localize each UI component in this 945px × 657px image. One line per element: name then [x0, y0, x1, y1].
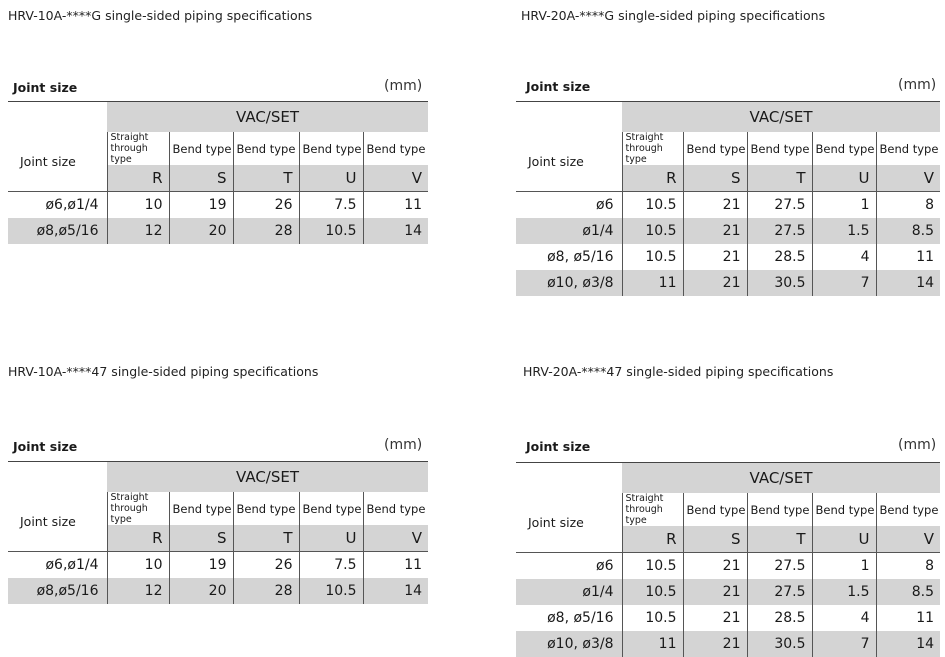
table-header-row [8, 462, 428, 493]
letter-u: U [299, 525, 363, 552]
letter-r: R [107, 165, 169, 192]
spec-panel-hrv20a-47 [516, 364, 940, 654]
letter-v: V [876, 526, 940, 553]
table-row [8, 218, 428, 244]
joint-size-header: Joint size [8, 492, 107, 552]
value-v: 8 [876, 192, 940, 219]
subheader-straight: Straight through type [107, 492, 169, 525]
value-u: 7.5 [299, 552, 363, 579]
value-s: 21 [683, 553, 747, 580]
value-r: 10 [107, 552, 169, 579]
subheader-bend: Bend type [169, 132, 233, 165]
subheader-bend: Bend type [876, 132, 940, 165]
table-row [516, 192, 940, 219]
value-r: 10.5 [622, 579, 683, 605]
subheader-bend: Bend type [233, 132, 299, 165]
value-v: 11 [876, 244, 940, 270]
header-spacer [516, 102, 622, 133]
table-header-row [8, 102, 428, 133]
subheader-row [516, 132, 940, 165]
value-u: 4 [812, 605, 876, 631]
subheader-bend: Bend type [683, 493, 747, 526]
table-row [516, 579, 940, 605]
letter-u: U [299, 165, 363, 192]
value-s: 21 [683, 218, 747, 244]
joint-value: ø1/4 [516, 218, 622, 244]
spec-table [8, 461, 428, 604]
subheader-bend: Bend type [233, 492, 299, 525]
letter-v: V [363, 525, 428, 552]
subheader-row [8, 132, 428, 165]
table-row [516, 270, 940, 296]
spec-panel-hrv10a-47 [8, 364, 428, 604]
table-row [516, 218, 940, 244]
letter-s: S [683, 165, 747, 192]
unit-label: (mm) [898, 77, 937, 93]
value-u: 7 [812, 631, 876, 657]
joint-value: ø6,ø1/4 [8, 192, 107, 219]
value-v: 14 [876, 631, 940, 657]
joint-size-caption: Joint size [13, 80, 78, 95]
spec-panel-hrv10a-g [8, 8, 428, 248]
value-u: 10.5 [299, 218, 363, 244]
unit-label: (mm) [898, 437, 937, 453]
value-v: 8.5 [876, 579, 940, 605]
subheader-bend: Bend type [299, 132, 363, 165]
letter-t: T [747, 165, 812, 192]
joint-value: ø6,ø1/4 [8, 552, 107, 579]
letter-s: S [683, 526, 747, 553]
subheader-row [8, 492, 428, 525]
value-t: 27.5 [747, 579, 812, 605]
joint-value: ø1/4 [516, 579, 622, 605]
spec-table [8, 101, 428, 244]
value-t: 27.5 [747, 218, 812, 244]
letter-r: R [622, 165, 683, 192]
value-t: 28.5 [747, 244, 812, 270]
subheader-bend: Bend type [812, 493, 876, 526]
panel-title: HRV-20A-****G single-sided piping specifications [521, 8, 826, 23]
table-row [516, 605, 940, 631]
joint-value: ø6 [516, 553, 622, 580]
joint-value: ø8, ø5/16 [516, 244, 622, 270]
table-header-row [516, 463, 940, 494]
value-t: 26 [233, 192, 299, 219]
value-r: 10.5 [622, 553, 683, 580]
letter-t: T [233, 525, 299, 552]
vac-set-header: VAC/SET [622, 463, 940, 494]
value-v: 14 [876, 270, 940, 296]
value-s: 21 [683, 605, 747, 631]
subheader-bend: Bend type [169, 492, 233, 525]
letter-s: S [169, 525, 233, 552]
letter-t: T [747, 526, 812, 553]
joint-value: ø10, ø3/8 [516, 631, 622, 657]
value-s: 19 [169, 192, 233, 219]
value-u: 1.5 [812, 218, 876, 244]
spec-panel-hrv20a-g [516, 8, 940, 298]
joint-value: ø10, ø3/8 [516, 270, 622, 296]
table-row [8, 578, 428, 604]
joint-value: ø8,ø5/16 [8, 218, 107, 244]
letter-r: R [622, 526, 683, 553]
subheader-bend: Bend type [747, 132, 812, 165]
vac-set-header: VAC/SET [622, 102, 940, 133]
value-r: 10.5 [622, 218, 683, 244]
joint-size-header: Joint size [516, 493, 622, 553]
value-s: 19 [169, 552, 233, 579]
header-spacer [8, 102, 107, 133]
joint-value: ø6 [516, 192, 622, 219]
value-s: 20 [169, 218, 233, 244]
value-r: 10.5 [622, 605, 683, 631]
value-s: 20 [169, 578, 233, 604]
letter-t: T [233, 165, 299, 192]
subheader-straight: Straight through type [622, 493, 683, 526]
letter-v: V [363, 165, 428, 192]
table-row [8, 192, 428, 219]
subheader-bend: Bend type [876, 493, 940, 526]
value-s: 21 [683, 192, 747, 219]
letter-v: V [876, 165, 940, 192]
value-t: 26 [233, 552, 299, 579]
joint-size-caption: Joint size [526, 79, 591, 94]
value-u: 4 [812, 244, 876, 270]
table-row [516, 244, 940, 270]
letter-u: U [812, 165, 876, 192]
value-s: 21 [683, 244, 747, 270]
unit-label: (mm) [384, 78, 423, 94]
subheader-bend: Bend type [299, 492, 363, 525]
value-u: 10.5 [299, 578, 363, 604]
value-r: 10.5 [622, 192, 683, 219]
value-v: 11 [363, 552, 428, 579]
value-s: 21 [683, 631, 747, 657]
value-v: 14 [363, 578, 428, 604]
value-r: 12 [107, 218, 169, 244]
joint-size-header: Joint size [516, 132, 622, 192]
value-v: 11 [876, 605, 940, 631]
value-s: 21 [683, 270, 747, 296]
spec-table [516, 101, 940, 296]
letter-u: U [812, 526, 876, 553]
value-u: 1.5 [812, 579, 876, 605]
value-t: 30.5 [747, 631, 812, 657]
joint-size-header: Joint size [8, 132, 107, 192]
panel-title: HRV-10A-****G single-sided piping specifications [8, 8, 313, 23]
value-u: 7.5 [299, 192, 363, 219]
panel-title: HRV-10A-****47 single-sided piping specifications [8, 364, 319, 379]
subheader-bend: Bend type [812, 132, 876, 165]
subheader-bend: Bend type [363, 132, 428, 165]
value-t: 27.5 [747, 553, 812, 580]
value-r: 10.5 [622, 244, 683, 270]
table-header-row [516, 102, 940, 133]
value-t: 28.5 [747, 605, 812, 631]
letter-r: R [107, 525, 169, 552]
table-row [8, 552, 428, 579]
unit-label: (mm) [384, 437, 423, 453]
value-u: 1 [812, 192, 876, 219]
table-row [516, 631, 940, 657]
value-t: 28 [233, 578, 299, 604]
value-v: 8 [876, 553, 940, 580]
value-s: 21 [683, 579, 747, 605]
joint-value: ø8,ø5/16 [8, 578, 107, 604]
joint-size-caption: Joint size [13, 439, 78, 454]
value-t: 28 [233, 218, 299, 244]
subheader-bend: Bend type [363, 492, 428, 525]
value-u: 1 [812, 553, 876, 580]
subheader-row [516, 493, 940, 526]
table-row [516, 553, 940, 580]
value-v: 11 [363, 192, 428, 219]
joint-size-caption: Joint size [526, 439, 591, 454]
subheader-straight: Straight through type [622, 132, 683, 165]
subheader-bend: Bend type [747, 493, 812, 526]
joint-value: ø8, ø5/16 [516, 605, 622, 631]
subheader-bend: Bend type [683, 132, 747, 165]
header-spacer [8, 462, 107, 493]
panel-title: HRV-20A-****47 single-sided piping specifications [523, 364, 834, 379]
value-t: 30.5 [747, 270, 812, 296]
value-r: 11 [622, 270, 683, 296]
value-u: 7 [812, 270, 876, 296]
value-r: 10 [107, 192, 169, 219]
spec-table [516, 462, 940, 657]
value-r: 12 [107, 578, 169, 604]
value-v: 8.5 [876, 218, 940, 244]
subheader-straight: Straight through type [107, 132, 169, 165]
value-r: 11 [622, 631, 683, 657]
letter-s: S [169, 165, 233, 192]
vac-set-header: VAC/SET [107, 102, 428, 133]
value-t: 27.5 [747, 192, 812, 219]
value-v: 14 [363, 218, 428, 244]
vac-set-header: VAC/SET [107, 462, 428, 493]
header-spacer [516, 463, 622, 494]
